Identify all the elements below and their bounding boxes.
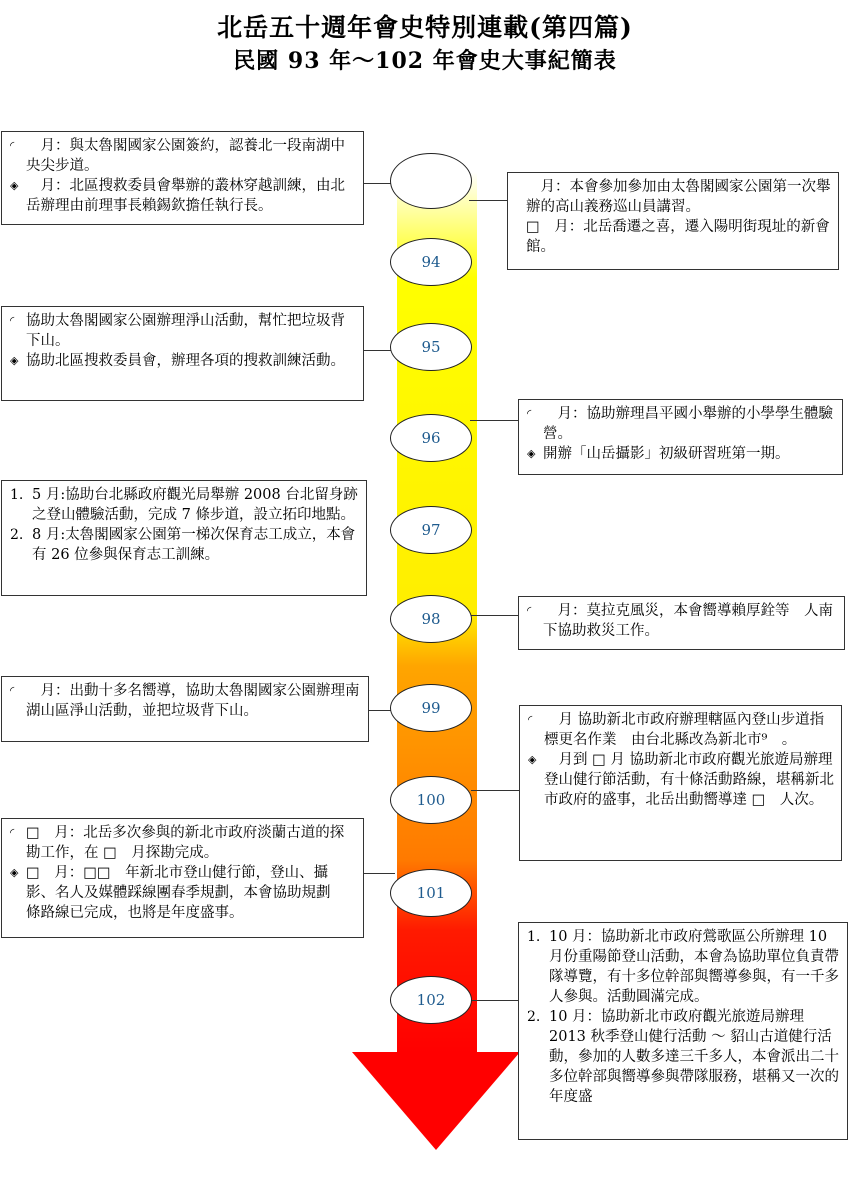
event-box-93-right xyxy=(507,172,839,270)
year-oval-101: 101 xyxy=(390,869,472,917)
event-box-96 xyxy=(518,399,843,475)
event-item xyxy=(527,601,838,641)
event-item xyxy=(527,1007,841,1107)
bullet-marker: ◜ xyxy=(528,713,533,726)
event-text: □ 月：北岳喬遷之喜，遷入陽明街現址的新會館。 xyxy=(526,219,830,255)
year-oval-93 xyxy=(390,153,472,209)
event-item xyxy=(10,351,357,371)
event-text: 5 月:協助台北縣政府觀光局舉辦 2008 台北留身跡之登山體驗活動，完成 7 條步道，設立拓印地點。 xyxy=(32,487,358,523)
connector-line xyxy=(471,1000,518,1001)
connector-line xyxy=(471,790,519,791)
connector-line xyxy=(469,200,507,201)
bullet-marker: 1. xyxy=(527,929,541,945)
event-text: 月：北區搜救委員會舉辦的叢林穿越訓練，由北岳辦理由前理事長賴錫欽擔任執行長。 xyxy=(26,178,345,214)
event-box-100 xyxy=(519,705,842,861)
event-box-97 xyxy=(1,480,367,596)
event-item xyxy=(528,750,835,810)
bullet-marker: ◈ xyxy=(528,753,537,766)
event-text: 月 協助新北市政府辦理轄區內登山步道指標更名作業 由台北縣改為新北市⁹ 。 xyxy=(544,712,825,748)
event-item xyxy=(527,444,836,464)
year-oval-94: 94 xyxy=(390,238,472,286)
event-text: 協助北區搜救委員會，辦理各項的搜救訓練活動。 xyxy=(26,353,345,369)
bullet-marker: 2. xyxy=(527,1009,541,1025)
year-oval-98: 98 xyxy=(390,595,472,643)
event-text: 月：莫拉克風災，本會嚮導賴厚銓等 人南下協助救災工作。 xyxy=(543,603,833,639)
event-text: 月：本會參加參加由太魯閣國家公園第一次舉辦的高山義務巡山員講習。 xyxy=(526,179,831,215)
connector-line xyxy=(470,420,518,421)
event-text: 開辦「山岳攝影」初級研習班第一期。 xyxy=(543,446,790,462)
event-text: 月到 □ 月 協助新北市政府觀光旅遊局辦理登山健行節活動，有十條活動路線，堪稱新北市政府的盛事，北岳出動嚮導達 □ 人次。 xyxy=(544,752,834,808)
bullet-marker: ◈ xyxy=(10,179,19,192)
bullet-marker: ◜ xyxy=(10,826,15,839)
event-box-102 xyxy=(518,922,848,1140)
event-item xyxy=(528,710,835,750)
bullet-marker: 1. xyxy=(10,487,24,503)
event-text: 月：協助辦理昌平國小舉辦的小學學生體驗營。 xyxy=(543,406,833,442)
event-item xyxy=(526,217,832,257)
event-text: 月：出動十多名嚮導，協助太魯閣國家公園辦理南湖山區淨山活動，並把垃圾背下山。 xyxy=(26,683,360,719)
bullet-marker: 2. xyxy=(10,527,24,543)
arrow-head xyxy=(352,1052,520,1150)
year-oval-97: 97 xyxy=(390,506,472,554)
event-item xyxy=(526,177,832,217)
event-item xyxy=(10,311,357,351)
year-oval-96: 96 xyxy=(390,414,472,462)
page-subtitle: 民國 93 年～102 年會史大事紀簡表 xyxy=(233,48,617,74)
bullet-marker: ◜ xyxy=(10,139,15,152)
event-text: 8 月:太魯閣國家公園第一梯次保育志工成立，本會有 26 位參與保育志工訓練。 xyxy=(32,527,356,563)
event-box-95 xyxy=(1,306,364,401)
event-item xyxy=(527,404,836,444)
event-item xyxy=(10,485,360,525)
year-oval-100: 100 xyxy=(390,776,472,824)
bullet-marker: ◈ xyxy=(527,447,536,460)
event-box-93-left xyxy=(1,131,364,225)
bullet-marker: ◜ xyxy=(10,314,15,327)
bullet-marker: ◈ xyxy=(10,866,19,879)
connector-line xyxy=(363,873,395,874)
bullet-marker: ◈ xyxy=(10,354,19,367)
page-title: 北岳五十週年會史特別連載(第四篇) xyxy=(217,13,633,42)
year-oval-95: 95 xyxy=(390,323,472,371)
event-text: □ 月：北岳多次參與的新北市政府淡蘭古道的探勘工作，在 □ 月探勘完成。 xyxy=(26,825,345,861)
event-item xyxy=(10,823,357,863)
connector-line xyxy=(471,615,518,616)
year-oval-99: 99 xyxy=(390,684,472,732)
event-text: 10 月：協助新北市政府鶯歌區公所辦理 10 月份重陽節登山活動，本會為協助單位負責帶隊導覽，有十多位幹部與嚮導參與，有一千多人參與。活動圓滿完成。 xyxy=(549,929,839,1005)
year-oval-102: 102 xyxy=(390,976,472,1024)
event-text: 協助太魯閣國家公園辦理淨山活動，幫忙把垃圾背下山。 xyxy=(26,313,345,349)
event-item xyxy=(10,863,357,923)
event-box-101 xyxy=(1,818,364,938)
event-item xyxy=(10,136,357,176)
event-item xyxy=(10,176,357,216)
event-item xyxy=(10,525,360,565)
event-text: 月：與太魯閣國家公園簽約，認養北一段南湖中央尖步道。 xyxy=(26,138,345,174)
event-text: 10 月：協助新北市政府觀光旅遊局辦理 2013 秋季登山健行活動 ～ 貂山古道健行活動，參加的人數多達三千多人，本會派出二十多位幹部與嚮導參與帶隊服務，堪稱又一次的年度盛 xyxy=(549,1009,839,1105)
event-box-98 xyxy=(518,596,845,650)
event-item xyxy=(10,681,362,721)
bullet-marker: ◜ xyxy=(527,407,532,420)
event-item xyxy=(527,927,841,1007)
bullet-marker: ◜ xyxy=(527,604,532,617)
event-text: □ 月：□□ 年新北市登山健行節，登山、攝影、名人及媒體踩線團春季規劃，本會協助規劃 條路線已完成，也將是年度盛事。 xyxy=(26,865,345,921)
event-box-99 xyxy=(1,676,369,742)
bullet-marker: ◜ xyxy=(10,684,15,697)
